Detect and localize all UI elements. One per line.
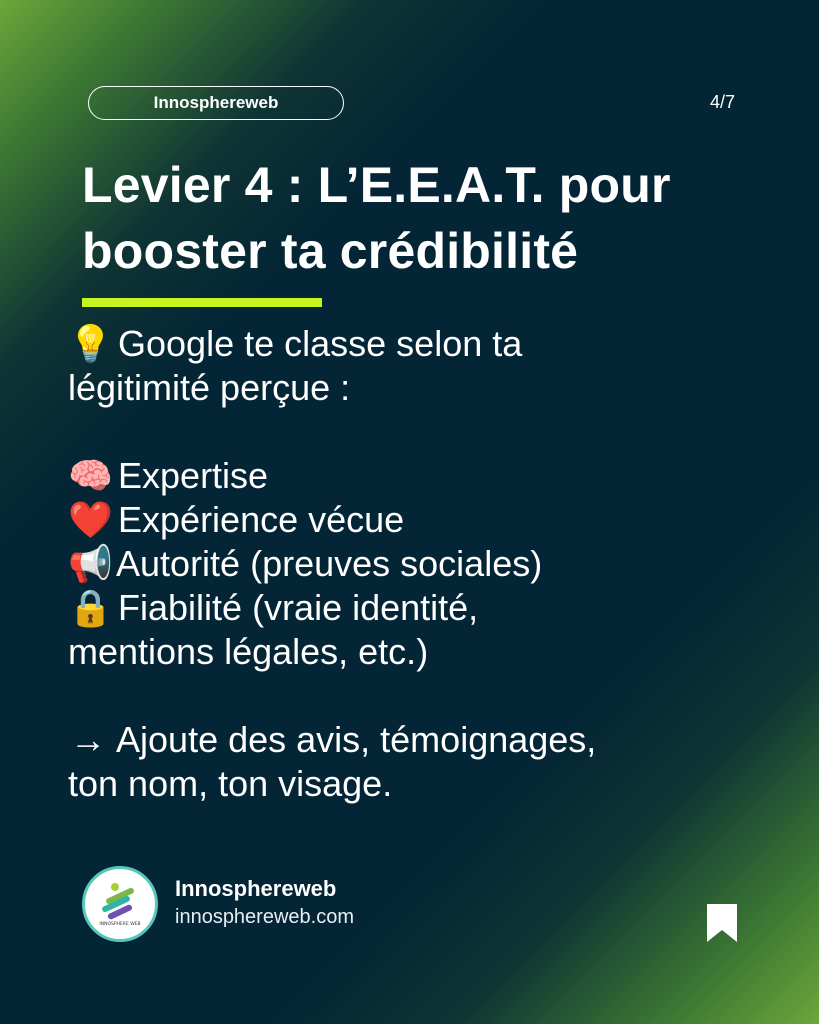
intro-line-2: légitimité perçue : [68, 367, 351, 408]
list-item-text: Expertise [118, 455, 269, 496]
lightbulb-icon: 💡 [68, 323, 113, 364]
brand-pill [88, 86, 344, 120]
list-item [68, 586, 788, 630]
title-line-1: Levier 4 : L’E.E.A.T. pour [82, 157, 671, 213]
megaphone-icon: 📢 [68, 543, 113, 584]
brain-icon: 🧠 [68, 455, 113, 496]
intro-line-1 [68, 322, 788, 366]
cta-line-2: ton nom, ton visage. [68, 763, 393, 804]
heart-icon: ❤️ [68, 499, 113, 540]
list-item-continuation: mentions légales, etc.) [68, 631, 429, 672]
page-counter: 4/7 [709, 92, 735, 112]
logo-text: INNOSPHERE WEB [99, 922, 141, 927]
list-item [68, 454, 788, 498]
innosphereweb-logo-icon [82, 866, 158, 942]
list-item [68, 498, 788, 542]
logo-graphic [85, 869, 155, 939]
brand-pill-label: Innosphereweb [153, 93, 279, 112]
list-item-text: Expérience vécue [118, 499, 405, 540]
lock-icon: 🔒 [68, 587, 113, 628]
bookmark-icon[interactable] [707, 904, 737, 942]
list-item-text: Fiabilité (vraie identité, [118, 587, 479, 628]
cta-text-1: Ajoute des avis, témoignages, [116, 719, 597, 760]
list-item-text: Autorité (preuves sociales) [116, 543, 543, 584]
title-underline [82, 298, 322, 307]
cta-line-1 [68, 718, 788, 762]
slide-body [68, 322, 788, 806]
arrow-right-icon: → [70, 719, 106, 760]
footer-brand-name: Innosphereweb [175, 876, 337, 901]
title-line-2: booster ta crédibilité [82, 223, 579, 279]
list-item [68, 542, 788, 586]
intro-text-1: Google te classe selon ta [118, 323, 523, 364]
footer-url[interactable]: innosphereweb.com [175, 906, 354, 928]
slide-title [82, 152, 762, 284]
